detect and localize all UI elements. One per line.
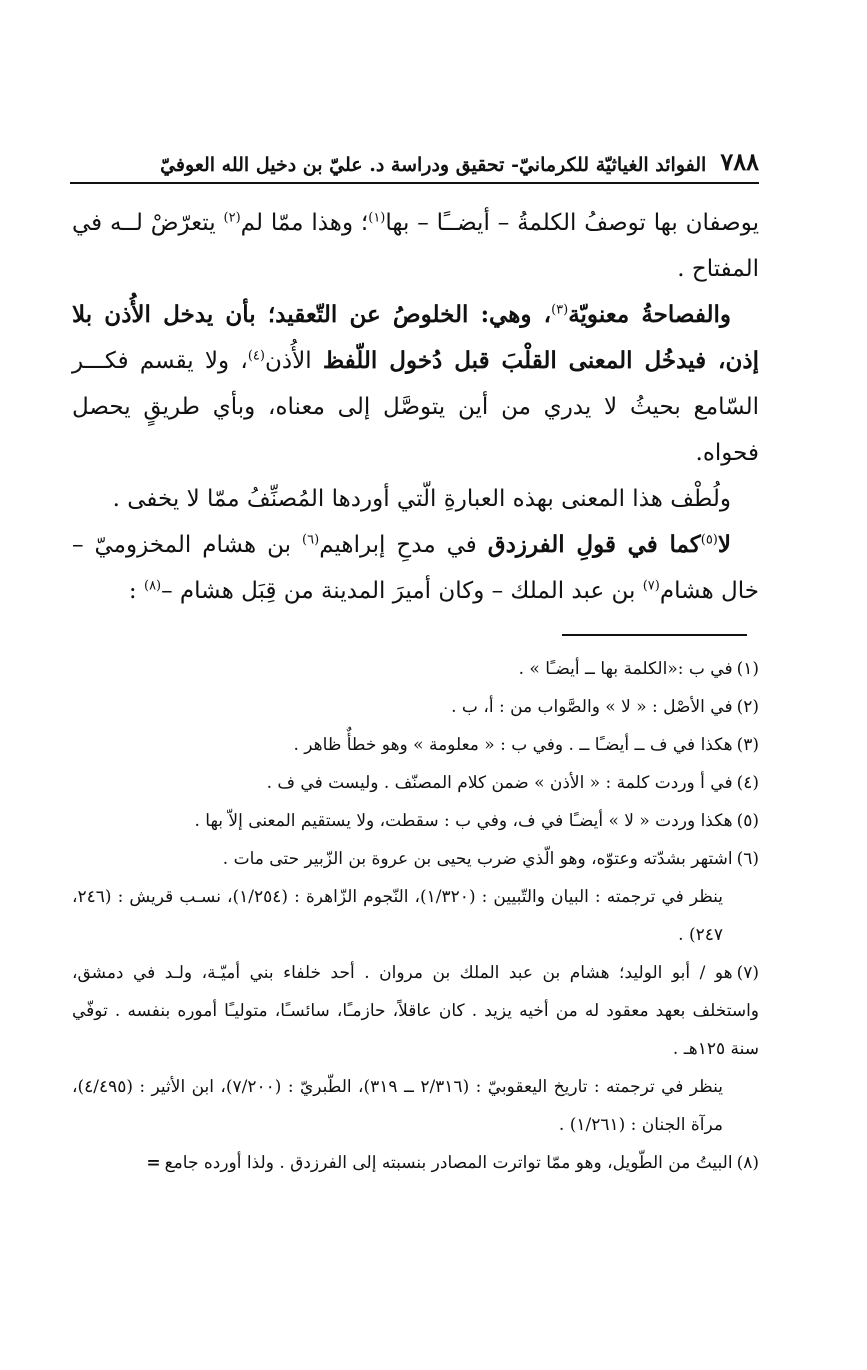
paragraph-3: ولُطْف هذا المعنى بهذه العبارةِ الّتي أوردها المُصنِّفُ ممّا لا يخفى . [112,486,731,512]
footnote-4 [72,764,759,802]
footnote-number: (٣) [736,735,759,755]
footnote-text: هو / أبو الوليد؛ هشام بن عبد الملك بن مروان . أحد خلفاء بني أميّـة، ولـد في دمشق، واستخلف بعهد معقود له من أخيه يزيد . كان عاقلاً، حازمـًا، سائسـًا، متوليـًا أموره بنفسه . توفّي سنة ١٢٥هـ . [72,963,759,1059]
footnote-3 [72,726,759,764]
running-title: الفوائد الغياثيّة للكرمانيّ- تحقيق ودراسة د. عليّ بن دخيل الله العوفيّ [160,154,707,176]
footnote-8 [72,1144,759,1182]
footnote-ref-4: (٤) [247,348,265,364]
footnote-ref-1: (١) [368,210,386,226]
footnote-text: في الأصْل : « لا » والصَّواب من : أ، ب . [451,697,733,717]
p1-end: يتعرّضْ لــه في المفتاح . [72,210,759,282]
footnote-5 [72,802,759,840]
p4-bold: كما في قولِ الفرزدق [487,531,701,558]
p2-bold: والفصاحةُ معنويّة [568,301,731,328]
page-number: ٧٨٨ [720,147,759,176]
footnote-text: في أ وردت كلمة : « الأذن » ضمن كلام المصنّف . وليست في ف . [266,773,733,793]
footnote-number: (٤) [736,773,759,793]
paragraph-1 [72,200,759,292]
footnote-7-reference: ينظر في ترجمته : تاريخ اليعقوبيّ : (٢/٣١٦ ــ ٣١٩)، الطّبريّ : (٧/٢٠٠)، ابن الأثير : (٤/٤٩٥)، مرآة الجنان : (١/٢٦١) . [72,1077,723,1135]
p2-word: الأُذن [264,348,323,374]
footnotes [72,650,759,1182]
footnote-number: (٦) [736,849,759,869]
page-header [70,140,759,184]
p4-colon: : [128,578,144,604]
footnote-number: (١) [736,659,759,679]
footnote-text: هكذا وردت « لا » أيضـًا في ف، وفي ب : سقطت، ولا يستقيم المعنى إلاّ بها . [194,811,733,831]
footnote-text: اشتهر بشدّته وعتوّه، وهو الّذي ضرب يحيى بن عروة بن الزّبير حتى مات . [222,849,733,869]
footnote-ref-8: (٨) [143,578,162,594]
footnote-number: (٢) [736,697,759,717]
footnote-text: البيتُ من الطّويل، وهو ممّا تواترت المصادر بنسبته إلى الفرزدق . ولذا أورده جامع [164,1153,733,1173]
p2-mid: ، وهي: الخلوصُ عن التّعقيد؛ بأن يدخل الأُذن بلا إذن، فيدخُل المعنى القلْبَ قبل دُخول اللّفظ [72,301,760,374]
footnote-7 [72,954,759,1068]
p4-end: بن عبد الملك – وكان أميرَ المدينة من قِبَل هشام – [161,578,643,604]
p1-text: يوصفان بها توصفُ الكلمةُ – أيضــًا – بها [385,210,759,236]
footnote-ref-5: (٥) [700,532,718,548]
p1-mid: ؛ وهذا ممّا لم [240,210,369,236]
footnote-ref-6: (٦) [302,532,320,548]
p2-end: ، ولا يقسم فكـــر السّامع بحيثُ لا يدري من أين يتوصَّل إلى معناه، وبأي طريقٍ يحصل فحواه. [72,348,759,466]
main-text [72,200,759,614]
footnote-1 [72,650,759,688]
footnote-text: في ب :«الكلمة بها ــ أيضـًا » . [518,659,733,679]
continuation-mark: = [146,1153,161,1173]
paragraph-2 [72,292,759,476]
p4-mid2: بن هشام المخزوميّ – خال هشام [72,532,759,604]
footnote-2 [72,688,759,726]
p4-mid: في مدحِ إبراهيم [319,532,488,558]
p4-start: لا [717,531,731,558]
footnote-separator [562,634,747,636]
footnote-text: هكذا في ف ــ أيضـًا ــ . وفي ب : « معلومة » وهو خطأٌ ظاهر . [293,735,733,755]
paragraph-4 [72,522,759,614]
footnote-number: (٧) [736,963,759,983]
footnote-number: (٥) [736,811,759,831]
footnote-6 [72,840,759,878]
footnote-ref-2: (٢) [223,210,241,226]
footnote-ref-7: (٧) [642,578,660,594]
footnote-ref-3: (٣) [551,302,569,318]
footnote-number: (٨) [736,1153,759,1173]
footnote-6-reference: ينظر في ترجمته : البيان والتّبيين : (١/٣٢٠)، النّجوم الزّاهرة : (١/٢٥٤)، نسـب قريش : (٢٤٦، ٢٤٧) . [72,887,724,945]
